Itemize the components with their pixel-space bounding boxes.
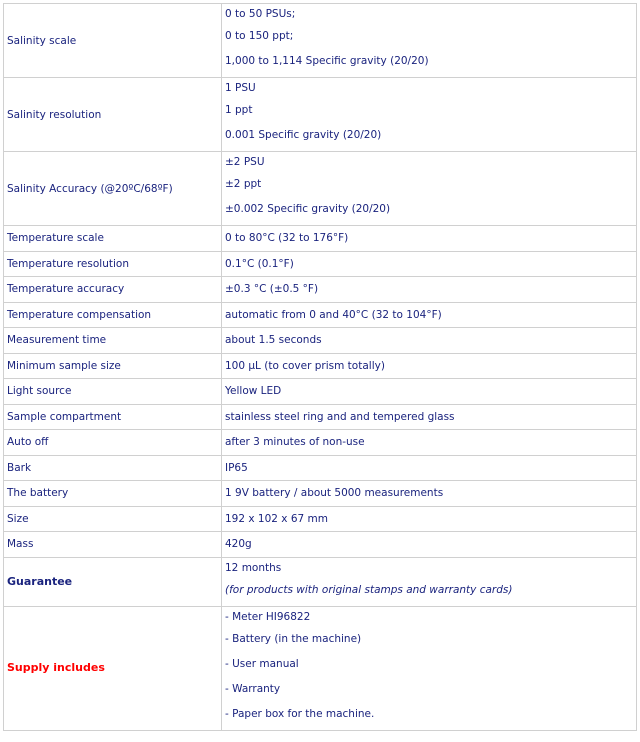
spec-table [3,3,637,731]
supply-label: Supply includes [4,606,222,730]
spec-value-line: ±0.002 Specific gravity (20/20) [225,203,391,215]
table-row [4,481,637,507]
spec-value-line: ±2 ppt [225,178,262,190]
supply-item: - Meter HI96822 [225,610,311,623]
supply-item: - Battery (in the machine) [225,632,362,645]
table-row [4,379,637,405]
spec-label: Bark [4,455,222,481]
spec-label: Salinity resolution [4,78,222,152]
table-row-salinity-scale [4,4,637,78]
supply-list [222,606,637,730]
spec-label: Measurement time [4,328,222,354]
spec-value-line: 1 ppt [225,104,253,116]
table-row [4,532,637,558]
guarantee-value [222,557,637,606]
spec-value: automatic from 0 and 40°C (32 to 104°F) [222,302,637,328]
spec-value [222,152,637,226]
spec-label: The battery [4,481,222,507]
spec-value: 420g [222,532,637,558]
spec-label: Size [4,506,222,532]
table-row [4,251,637,277]
spec-value: after 3 minutes of non-use [222,430,637,456]
table-row [4,430,637,456]
spec-value-line: 0.001 Specific gravity (20/20) [225,129,382,141]
guarantee-note: (for products with original stamps and warranty cards) [225,583,513,596]
spec-value: 100 µL (to cover prism totally) [222,353,637,379]
spec-value: 192 x 102 x 67 mm [222,506,637,532]
table-row [4,277,637,303]
spec-value [222,78,637,152]
spec-value: 0.1°C (0.1°F) [222,251,637,277]
spec-label: Temperature compensation [4,302,222,328]
table-row [4,328,637,354]
table-row [4,455,637,481]
guarantee-label: Guarantee [4,557,222,606]
spec-label: Minimum sample size [4,353,222,379]
spec-value: 1 9V battery / about 5000 measurements [222,481,637,507]
table-row-supply [4,606,637,730]
table-row-guarantee [4,557,637,606]
supply-item: - User manual [225,657,299,670]
spec-value-line: ±2 PSU [225,156,265,168]
spec-value-line: 0 to 50 PSUs; [225,8,296,20]
spec-label: Sample compartment [4,404,222,430]
supply-item: - Paper box for the machine. [225,707,375,720]
spec-value: IP65 [222,455,637,481]
spec-value: about 1.5 seconds [222,328,637,354]
spec-value: ±0.3 °C (±0.5 °F) [222,277,637,303]
spec-label: Auto off [4,430,222,456]
spec-label: Temperature accuracy [4,277,222,303]
table-row-salinity-accuracy [4,152,637,226]
spec-label: Mass [4,532,222,558]
spec-value-line: 1,000 to 1,114 Specific gravity (20/20) [225,55,429,67]
table-row [4,506,637,532]
spec-value: 0 to 80°C (32 to 176°F) [222,226,637,252]
guarantee-period: 12 months [225,561,282,574]
spec-value [222,4,637,78]
spec-label: Salinity scale [4,4,222,78]
spec-label: Salinity Accuracy (@20ºC/68ºF) [4,152,222,226]
spec-value: Yellow LED [222,379,637,405]
spec-value-line: 1 PSU [225,82,256,94]
table-row [4,353,637,379]
supply-item: - Warranty [225,682,281,695]
table-row-salinity-resolution [4,78,637,152]
table-row [4,226,637,252]
table-row [4,302,637,328]
spec-label: Temperature resolution [4,251,222,277]
spec-value-line: 0 to 150 ppt; [225,30,294,42]
table-row [4,404,637,430]
spec-label: Light source [4,379,222,405]
spec-value: stainless steel ring and and tempered glass [222,404,637,430]
spec-label: Temperature scale [4,226,222,252]
